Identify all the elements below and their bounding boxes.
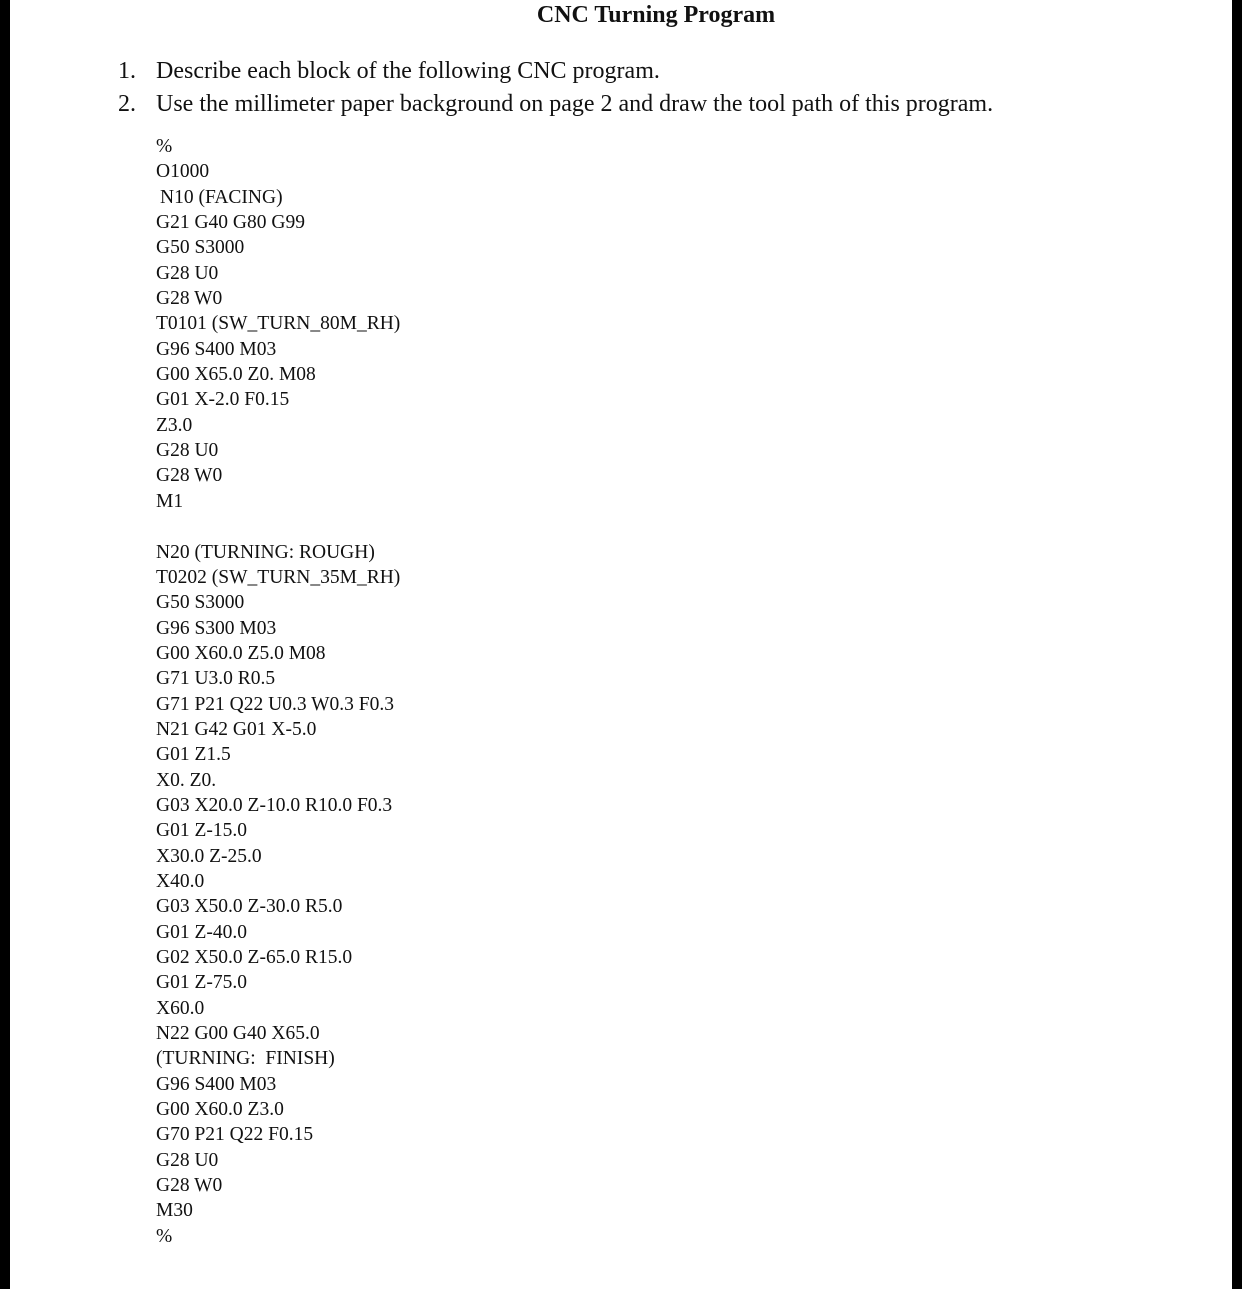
program-line: G28 U0 <box>156 262 219 284</box>
instruction-number: 1. <box>118 58 136 84</box>
program-line: N10 (FACING) <box>160 186 283 208</box>
program-line: G71 P21 Q22 U0.3 W0.3 F0.3 <box>156 693 394 715</box>
program-line: G28 W0 <box>156 288 223 310</box>
program-line: G00 X60.0 Z5.0 M08 <box>156 642 326 664</box>
program-line: N21 G42 G01 X-5.0 <box>156 718 317 740</box>
program-line: X40.0 <box>156 870 205 892</box>
right-border <box>1232 0 1242 1289</box>
program-line: G28 W0 <box>156 1175 223 1197</box>
program-line: G50 S3000 <box>156 592 245 614</box>
program-line: X30.0 Z-25.0 <box>156 845 262 867</box>
program-line: % <box>156 1225 173 1247</box>
program-line: T0101 (SW_TURN_80M_RH) <box>156 313 401 335</box>
program-blank-line <box>156 514 400 539</box>
program-line: Z3.0 <box>156 414 193 436</box>
left-border <box>0 0 10 1289</box>
program-line: G70 P21 Q22 F0.15 <box>156 1124 314 1146</box>
instructions-list <box>118 55 993 121</box>
document-page <box>10 0 1232 1289</box>
program-line: G03 X20.0 Z-10.0 R10.0 F0.3 <box>156 794 393 816</box>
program-line: G96 S400 M03 <box>156 1073 277 1095</box>
program-line: M1 <box>156 490 184 512</box>
program-line: G02 X50.0 Z-65.0 R15.0 <box>156 947 353 968</box>
program-line: X0. Z0. <box>156 769 217 791</box>
program-line: G28 W0 <box>156 465 223 487</box>
program-line: X60.0 <box>156 997 205 1019</box>
program-line: G28 U0 <box>156 1149 219 1171</box>
document-title: CNC Turning Program <box>536 2 776 28</box>
program-line: G28 U0 <box>156 440 219 462</box>
program-line: G96 S300 M03 <box>156 617 277 639</box>
program-line: N20 (TURNING: ROUGH) <box>156 541 375 563</box>
program-line: % <box>156 136 173 157</box>
instruction-item <box>118 88 993 121</box>
program-line: G96 S400 M03 <box>156 338 277 360</box>
instruction-text: Use the millimeter paper background on page 2 and draw the tool path of this program. <box>156 91 994 117</box>
instruction-item <box>118 55 993 88</box>
program-line: G03 X50.0 Z-30.0 R5.0 <box>156 896 343 918</box>
program-line: G01 Z1.5 <box>156 744 231 766</box>
cnc-program-listing <box>156 134 400 1249</box>
instruction-number: 2. <box>118 91 136 117</box>
instruction-text: Describe each block of the following CNC program. <box>156 58 660 84</box>
program-line: G01 X-2.0 F0.15 <box>156 389 290 411</box>
program-line: G01 Z-15.0 <box>156 820 247 842</box>
program-line: G21 G40 G80 G99 <box>156 212 305 234</box>
program-line: G01 Z-40.0 <box>156 921 247 943</box>
program-line: T0202 (SW_TURN_35M_RH) <box>156 566 401 588</box>
program-line: G00 X60.0 Z3.0 <box>156 1099 284 1121</box>
program-line: M30 <box>156 1200 193 1222</box>
program-line: G00 X65.0 Z0. M08 <box>156 364 316 386</box>
program-line: (TURNING: FINISH) <box>156 1048 335 1070</box>
program-line: N22 G00 G40 X65.0 <box>156 1023 320 1045</box>
program-line: G50 S3000 <box>156 237 245 259</box>
program-line: G71 U3.0 R0.5 <box>156 668 276 690</box>
program-line: G01 Z-75.0 <box>156 972 247 994</box>
program-line: O1000 <box>156 161 210 183</box>
